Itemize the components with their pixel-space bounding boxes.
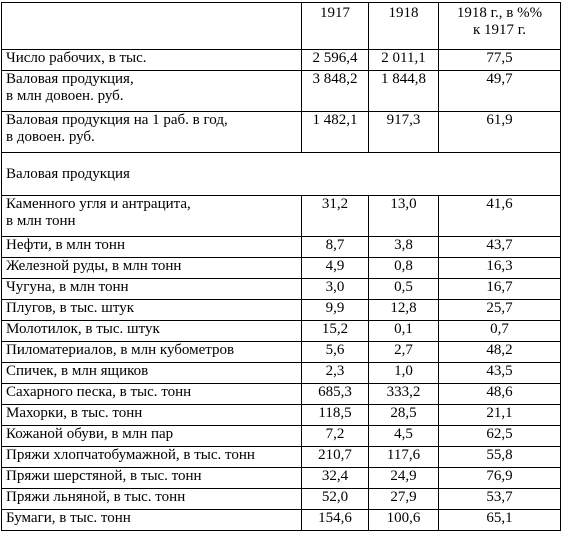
- value-1918: 917,3: [369, 112, 439, 153]
- section-label: Валовая продукция: [2, 153, 561, 196]
- value-percent: 41,6: [439, 196, 561, 237]
- row-label-line: Кожаной обуви, в млн пар: [6, 426, 174, 442]
- table-row: [2, 363, 561, 384]
- value-1917: 2,3: [302, 363, 369, 384]
- table-row: [2, 468, 561, 489]
- table-row: [2, 50, 561, 71]
- value-1917: 5,6: [302, 342, 369, 363]
- table-row: [2, 426, 561, 447]
- value-1918: 2,7: [369, 342, 439, 363]
- value-percent: 53,7: [439, 489, 561, 510]
- row-label-line: Пряжи шерстяной, в тыс. тонн: [6, 468, 202, 484]
- row-label-line: Железной руды, в млн тонн: [6, 258, 182, 274]
- row-label: [2, 321, 302, 342]
- table-row: [2, 112, 561, 153]
- value-1917: 9,9: [302, 300, 369, 321]
- value-percent: 61,9: [439, 112, 561, 153]
- table-row: [2, 237, 561, 258]
- table-row: [2, 405, 561, 426]
- row-label: [2, 50, 302, 71]
- value-1917: 4,9: [302, 258, 369, 279]
- value-1918: 24,9: [369, 468, 439, 489]
- value-percent: 49,7: [439, 71, 561, 112]
- table-row: [2, 258, 561, 279]
- row-label: [2, 510, 302, 531]
- table-row: [2, 300, 561, 321]
- header-percent-line1: 1918 г., в %%: [456, 5, 543, 21]
- value-percent: 65,1: [439, 510, 561, 531]
- value-1917: 32,4: [302, 468, 369, 489]
- value-1918: 3,8: [369, 237, 439, 258]
- row-label: [2, 426, 302, 447]
- row-label-line: Сахарного песка, в тыс. тонн: [6, 384, 192, 400]
- row-label-line: Валовая продукция,: [6, 71, 134, 87]
- table-row: [2, 510, 561, 531]
- row-label: [2, 384, 302, 405]
- value-1918: 333,2: [369, 384, 439, 405]
- table-row: [2, 71, 561, 112]
- row-label: [2, 405, 302, 426]
- value-1918: 1 844,8: [369, 71, 439, 112]
- row-label: [2, 258, 302, 279]
- statistics-table: [1, 2, 561, 531]
- value-1918: 0,8: [369, 258, 439, 279]
- value-percent: 21,1: [439, 405, 561, 426]
- value-1917: 3 848,2: [302, 71, 369, 112]
- row-label: [2, 447, 302, 468]
- value-percent: 16,3: [439, 258, 561, 279]
- row-label-line: в довоен. руб.: [6, 129, 95, 145]
- value-1918: 0,5: [369, 279, 439, 300]
- value-1917: 52,0: [302, 489, 369, 510]
- row-label-line: Пряжи льняной, в тыс. тонн: [6, 489, 186, 505]
- table-row: [2, 384, 561, 405]
- row-label: [2, 363, 302, 384]
- row-label: [2, 112, 302, 153]
- table-row: [2, 489, 561, 510]
- value-1918: 1,0: [369, 363, 439, 384]
- table-body: [2, 3, 561, 531]
- value-1917: 1 482,1: [302, 112, 369, 153]
- header-cell-1918: 1918: [369, 3, 439, 50]
- row-label: [2, 468, 302, 489]
- value-1918: 27,9: [369, 489, 439, 510]
- row-label: [2, 489, 302, 510]
- row-label-line: Спичек, в млн ящиков: [6, 363, 149, 379]
- value-1918: 100,6: [369, 510, 439, 531]
- value-1917: 210,7: [302, 447, 369, 468]
- value-1918: 28,5: [369, 405, 439, 426]
- value-1917: 154,6: [302, 510, 369, 531]
- row-label-line: Пряжи хлопчатобумажной, в тыс. тонн: [6, 447, 255, 463]
- row-label-line: Число рабочих, в тыс.: [6, 50, 147, 66]
- row-label: [2, 196, 302, 237]
- value-percent: 16,7: [439, 279, 561, 300]
- row-label: [2, 279, 302, 300]
- value-1917: 3,0: [302, 279, 369, 300]
- row-label: [2, 237, 302, 258]
- row-label-line: Бумаги, в тыс. тонн: [6, 510, 131, 526]
- value-percent: 0,7: [439, 321, 561, 342]
- value-1918: 117,6: [369, 447, 439, 468]
- value-percent: 77,5: [439, 50, 561, 71]
- row-label-line: Махорки, в тыс. тонн: [6, 405, 143, 421]
- value-1917: 15,2: [302, 321, 369, 342]
- value-1917: 2 596,4: [302, 50, 369, 71]
- value-1917: 8,7: [302, 237, 369, 258]
- table-row: [2, 279, 561, 300]
- header-percent-line2: к 1917 г.: [473, 22, 526, 38]
- table-row: [2, 321, 561, 342]
- row-label-line: Валовая продукция на 1 раб. в год,: [6, 112, 228, 128]
- value-1917: 685,3: [302, 384, 369, 405]
- value-percent: 55,8: [439, 447, 561, 468]
- value-percent: 48,2: [439, 342, 561, 363]
- value-percent: 62,5: [439, 426, 561, 447]
- row-label: [2, 300, 302, 321]
- value-percent: 43,5: [439, 363, 561, 384]
- value-1917: 118,5: [302, 405, 369, 426]
- row-label-line: Плугов, в тыс. штук: [6, 300, 134, 316]
- row-label-line: в млн тонн: [6, 213, 76, 229]
- row-label-line: Пиломатериалов, в млн кубометров: [6, 342, 235, 358]
- value-percent: 76,9: [439, 468, 561, 489]
- row-label: [2, 342, 302, 363]
- row-label-line: в млн довоен. руб.: [6, 88, 124, 104]
- value-1918: 4,5: [369, 426, 439, 447]
- row-label-line: Чугуна, в млн тонн: [6, 279, 129, 295]
- header-cell-percent: [439, 3, 561, 50]
- header-cell-1917: 1917: [302, 3, 369, 50]
- row-label-line: Каменного угля и антрацита,: [6, 196, 191, 212]
- row-label-line: Нефти, в млн тонн: [6, 237, 125, 253]
- value-1918: 13,0: [369, 196, 439, 237]
- row-label-line: Молотилок, в тыс. штук: [6, 321, 160, 337]
- table-row: [2, 342, 561, 363]
- value-1918: 12,8: [369, 300, 439, 321]
- value-percent: 48,6: [439, 384, 561, 405]
- value-percent: 25,7: [439, 300, 561, 321]
- section-row: [2, 153, 561, 196]
- header-cell-label: [2, 3, 302, 50]
- value-1918: 2 011,1: [369, 50, 439, 71]
- value-1917: 7,2: [302, 426, 369, 447]
- header-row: [2, 3, 561, 50]
- value-1917: 31,2: [302, 196, 369, 237]
- row-label: [2, 71, 302, 112]
- table-row: [2, 447, 561, 468]
- table-row: [2, 196, 561, 237]
- value-1918: 0,1: [369, 321, 439, 342]
- value-percent: 43,7: [439, 237, 561, 258]
